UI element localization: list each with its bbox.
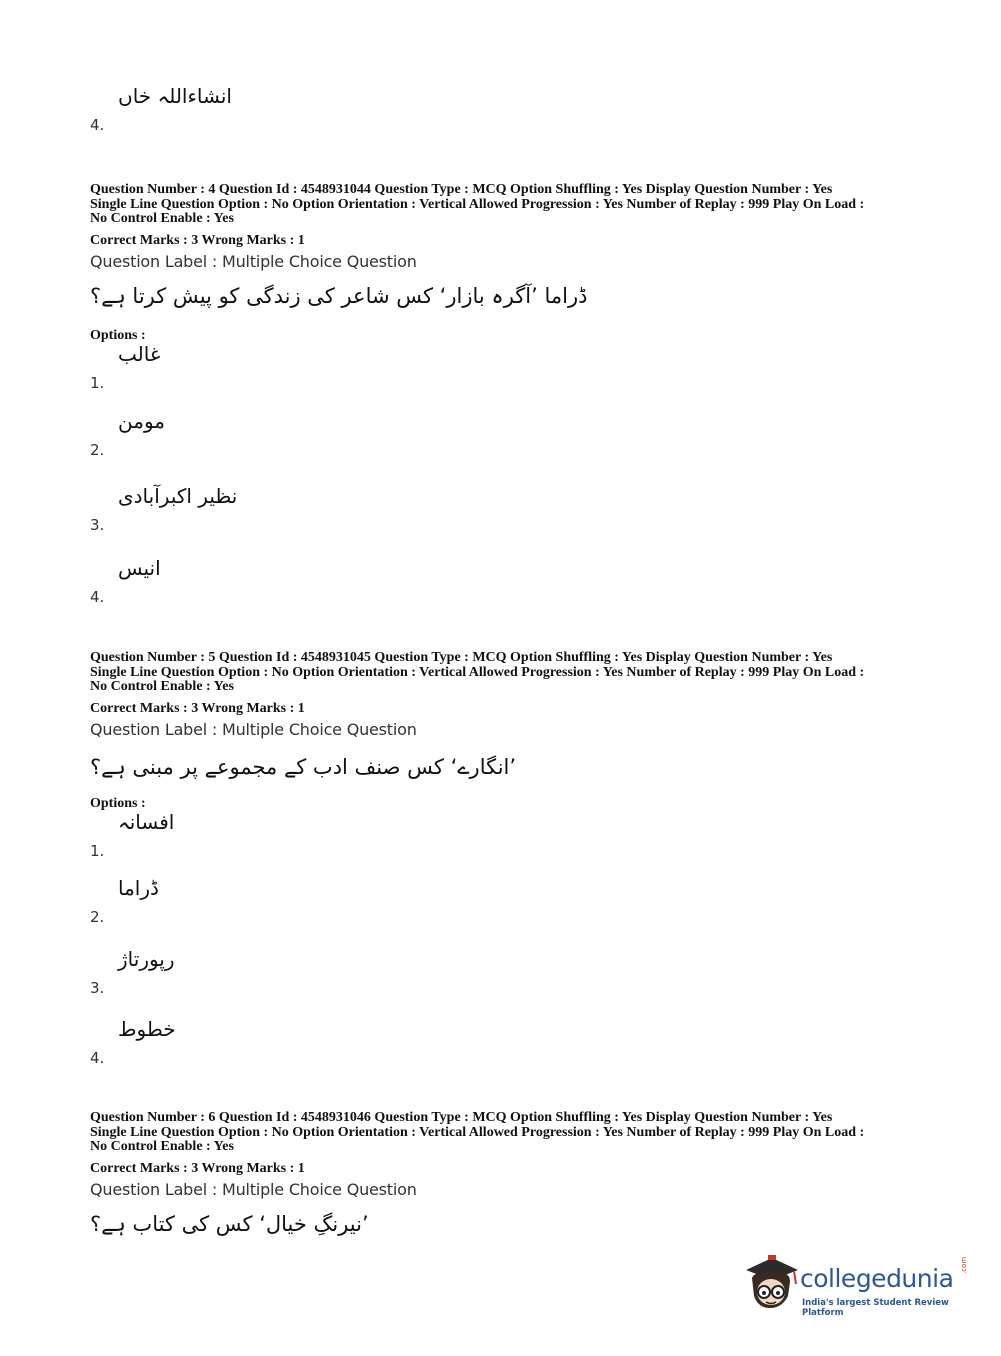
logo-com: .com [960,1256,968,1274]
option-number: 1. [90,374,105,392]
question-marks: Correct Marks : 3 Wrong Marks : 1 [90,700,305,716]
option-number: 3. [90,979,105,997]
question-meta: No Control Enable : Yes [90,1139,234,1154]
option-number: 1. [90,842,105,860]
logo-tagline: India's largest Student Review Platform [802,1298,949,1318]
question-label: Question Label : Multiple Choice Question [90,1179,417,1199]
question-meta: Single Line Question Option : No Option Orientation : Vertical Allowed Progression : Yes Number of Replay : 999 Play On Load : [90,196,865,212]
logo-wordmark: collegedunia [800,1264,954,1293]
collegedunia-logo [742,1252,972,1322]
options-label: Options : [90,328,146,343]
question-block [90,650,920,811]
question-meta: Question Number : 6 Question Id : 4548931046 Question Type : MCQ Option Shuffling : Yes Display Question Number : Yes [90,1110,833,1125]
option-row [90,947,390,997]
option-number: 2. [90,908,105,926]
mascot-icon [742,1252,802,1316]
option-row [90,876,390,926]
option-row [90,342,390,392]
option-number: 4. [90,1049,105,1067]
option-number: 4. [90,116,105,134]
option-text: مومن [118,409,165,433]
option-text: غالب [118,342,161,366]
option-row [90,409,390,459]
option-number: 4. [90,588,105,606]
option-number: 3. [90,516,105,534]
option-text: نظیر اکبرآبادی [118,484,238,508]
question-meta: Question Number : 4 Question Id : 4548931044 Question Type : MCQ Option Shuffling : Yes Display Question Number : Yes [90,182,833,197]
option-text: انشاءاللہ خاں [118,84,232,108]
question-meta: Single Line Question Option : No Option Orientation : Vertical Allowed Progression : Yes Number of Replay : 999 Play On Load : [90,664,865,680]
question-text: ’نیرنگِ خیال‘ کس کی کتاب ہے؟ [90,1212,369,1236]
question-label: Question Label : Multiple Choice Question [90,251,417,271]
option-row [90,810,390,860]
question-marks: Correct Marks : 3 Wrong Marks : 1 [90,232,305,248]
option-row [90,84,390,134]
option-row [90,1017,390,1067]
question-meta: Single Line Question Option : No Option Orientation : Vertical Allowed Progression : Yes Number of Replay : 999 Play On Load : [90,1124,865,1140]
options-label: Options : [90,796,146,811]
question-marks: Correct Marks : 3 Wrong Marks : 1 [90,1160,305,1176]
question-meta: Question Number : 5 Question Id : 4548931045 Question Type : MCQ Option Shuffling : Yes Display Question Number : Yes [90,650,833,665]
question-meta: No Control Enable : Yes [90,211,234,226]
question-text: ’انگارے‘ کس صنف ادب کے مجموعے پر مبنی ہے؟ [90,755,517,779]
question-block [90,182,920,343]
option-text: افسانہ [118,810,175,834]
question-label: Question Label : Multiple Choice Question [90,719,417,739]
option-number: 2. [90,441,105,459]
option-row [90,556,390,606]
question-meta: No Control Enable : Yes [90,679,234,694]
question-block [90,1110,920,1236]
question-text: ڈراما ’آگرہ بازار‘ کس شاعر کی زندگی کو پیش کرتا ہے؟ [90,284,588,308]
option-text: رپورتاژ [118,947,175,971]
option-text: انیس [118,556,161,580]
option-text: خطوط [118,1017,176,1041]
option-text: ڈراما [118,876,159,900]
option-row [90,484,390,534]
